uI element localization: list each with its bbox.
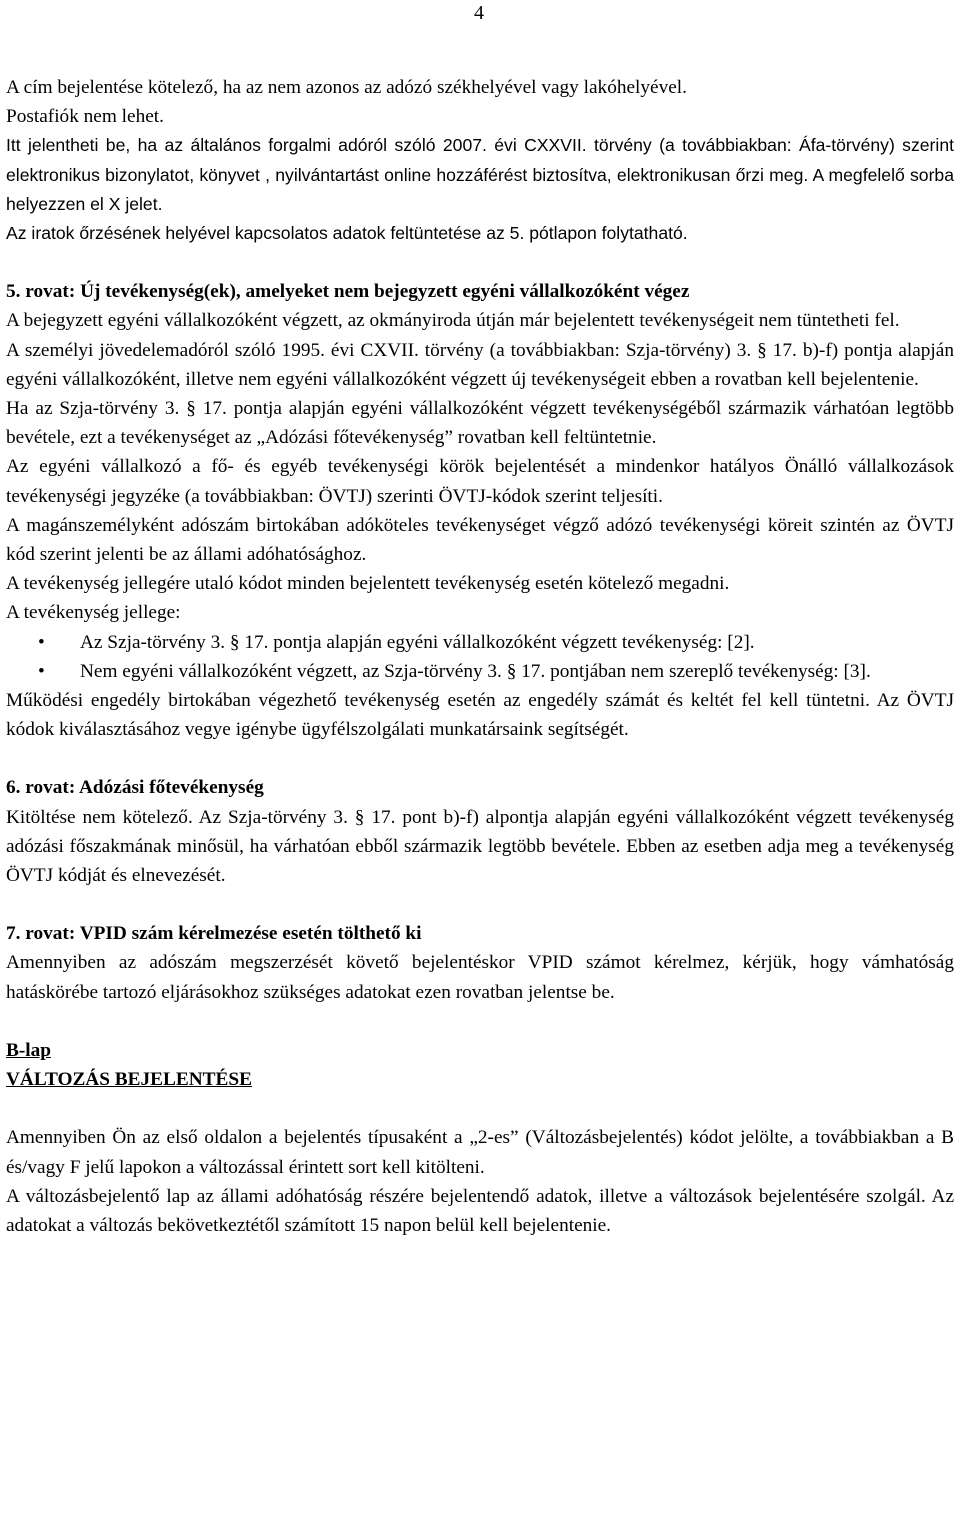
list-item <box>6 628 954 657</box>
section-6 <box>6 773 954 890</box>
paragraph: Amennyiben az adószám megszerzését követő bejelentéskor VPID számot kérelmez, kérjük, hogy vámhatóság hatáskörébe tartozó eljárásokhoz szükséges adatokat ezen rovatban jelentse be. <box>6 952 954 1003</box>
paragraph: A személyi jövedelemadóról szóló 1995. évi CXVII. törvény (a továbbiakban: Szja-törvény) 3. § 17. b)-f) pontja alapján egyéni vállalkozóként, illetve nem egyéni vállalkozóként végzett új tevékenységeit ebben a rovatban kell bejelentenie. <box>6 339 954 390</box>
list-item-text: Nem egyéni vállalkozóként végzett, az Szja-törvény 3. § 17. pontjában nem szereplő tevékenység: [3]. <box>80 660 871 682</box>
b-lap-section <box>6 1036 954 1240</box>
page-number: 4 <box>474 2 484 24</box>
spacer <box>6 890 954 919</box>
spacer <box>6 1007 954 1036</box>
paragraph: Az iratok őrzésének helyével kapcsolatos adatok feltüntetése az 5. pótlapon folytatható. <box>6 223 688 244</box>
section-7 <box>6 919 954 1007</box>
list-item-text: Az Szja-törvény 3. § 17. pontja alapján egyéni vállalkozóként végzett tevékenység: [2]. <box>80 631 755 653</box>
b-lap-subtitle: VÁLTOZÁS BEJELENTÉSE <box>6 1069 252 1091</box>
paragraph: Postafiók nem lehet. <box>6 106 164 128</box>
spacer <box>6 1094 954 1123</box>
section-heading: 5. rovat: Új tevékenység(ek), amelyeket nem bejegyzett egyéni vállalkozóként végez <box>6 281 690 303</box>
paragraph: Amennyiben Ön az első oldalon a bejelentés típusaként a „2-es” (Változásbejelentés) kódot jelölte, a továbbiakban a B és/vagy F jelű lapokon a változással érintett sort kell kitölteni. <box>6 1127 954 1178</box>
spacer <box>6 248 954 277</box>
paragraph: Ha az Szja-törvény 3. § 17. pontja alapján egyéni vállalkozóként végzett tevékenységéből származik várhatóan legtöbb bevétele, ezt a tevékenységet az „Adózási főtevékenység” rovatban kell feltüntetnie. <box>6 398 954 449</box>
paragraph: Itt jelentheti be, ha az általános forgalmi adóról szóló 2007. évi CXXVII. törvény (a továbbiakban: Áfa-törvény) szerint elektronikus bizonylatot, könyvet , nyilvántartást online hozzáférést biztosítva, elektronikusan őrzi meg. A megfelelő sorba helyezzen el X jelet. <box>6 135 954 214</box>
sans-block <box>6 131 954 248</box>
section-heading: 6. rovat: Adózási főtevékenység <box>6 777 264 799</box>
section-5 <box>6 277 954 744</box>
bullet-icon: • <box>38 660 45 682</box>
paragraph: Kitöltése nem kötelező. Az Szja-törvény 3. § 17. pont b)-f) alpontja alapján egyéni vállalkozóként végzett tevékenység adózási főszakmának minősül, ha várhatóan ebből származik legtöbb bevétele. Ebben az esetben adja meg a tevékenység ÖVTJ kódját és elnevezését. <box>6 806 954 887</box>
paragraph: A tevékenység jellege: <box>6 602 181 624</box>
section-heading: 7. rovat: VPID szám kérelmezése esetén tölthető ki <box>6 923 422 945</box>
paragraph: A cím bejelentése kötelező, ha az nem azonos az adózó székhelyével vagy lakóhelyével. <box>6 77 687 98</box>
spacer <box>6 744 954 773</box>
paragraph: A bejegyzett egyéni vállalkozóként végzett, az okmányiroda útján már bejelentett tevékenységeit nem tüntetheti fel. <box>6 310 900 332</box>
paragraph: A magánszemélyként adószám birtokában adóköteles tevékenységet végző adózó tevékenységi köreit szintén az ÖVTJ kód szerint jelenti be az állami adóhatósághoz. <box>6 514 954 566</box>
bullet-list <box>6 628 954 686</box>
list-item <box>6 657 954 686</box>
paragraph: Működési engedély birtokában végezhető tevékenység esetén az engedély számát és keltét fel kell tüntetni. Az ÖVTJ kódok kiválasztásához vegye igénybe ügyfélszolgálati munkatársaink segítségét. <box>6 690 954 741</box>
paragraph: A tevékenység jellegére utaló kódot minden bejelentett tevékenység esetén kötelező megadni. <box>6 573 730 595</box>
paragraph: Az egyéni vállalkozó a fő- és egyéb tevékenységi körök bejelentését a mindenkor hatályos Önálló vállalkozások tevékenységi jegyzéke (a továbbiakban: ÖVTJ) szerinti ÖVTJ-kódok szerint teljesíti. <box>6 456 954 507</box>
document-body <box>6 73 954 1240</box>
address-info-block <box>6 73 954 248</box>
b-lap-title: B-lap <box>6 1039 52 1061</box>
bullet-icon: • <box>38 631 45 653</box>
paragraph: A változásbejelentő lap az állami adóhatóság részére bejelentendő adatok, illetve a változások bejelentésére szolgál. Az adatokat a változás bekövetkeztétől számított 15 napon belül kell bejelentenie. <box>6 1185 954 1236</box>
